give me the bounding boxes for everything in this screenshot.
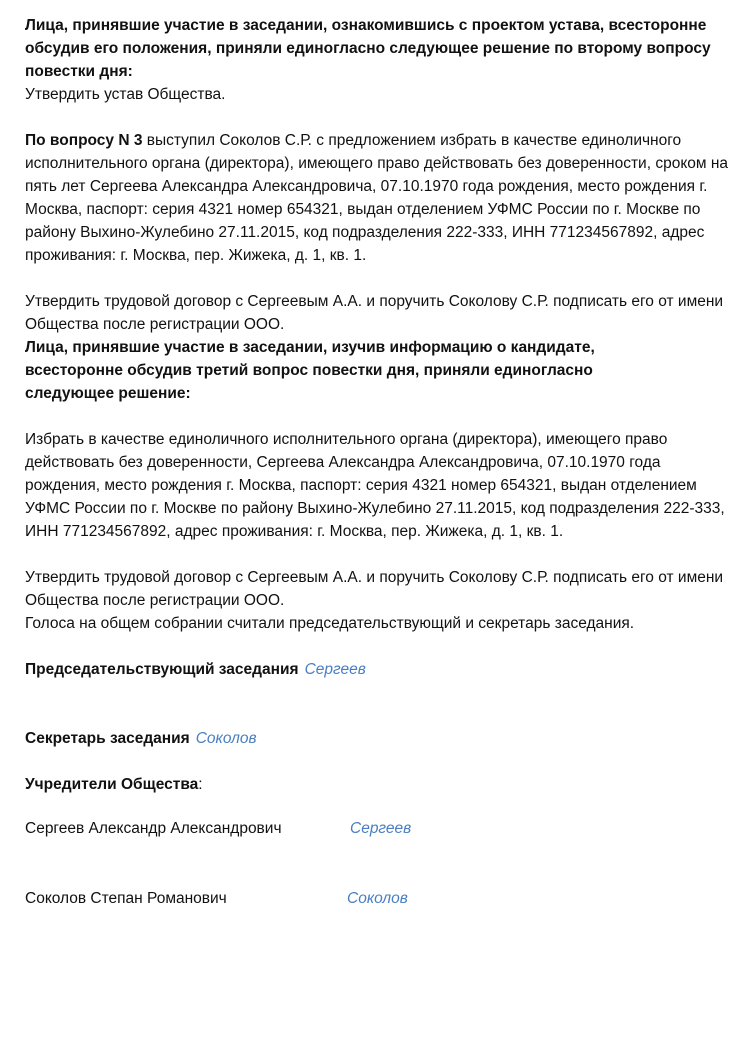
founder-row — [25, 817, 743, 840]
founder-name: Сергеев Александр Александрович — [25, 820, 282, 837]
spacer — [25, 267, 743, 290]
question3-decision-heading: Лица, принявшие участие в заседании, изучив информацию о кандидате, всесторонне обсудив третий вопрос повестки дня, приняли единогласно следующее решение: — [25, 339, 595, 402]
secretary-signature-line — [25, 727, 743, 750]
question3-decision-elect: Избрать в качестве единоличного исполнительного органа (директора), имеющего право действовать без доверенности, Сергеева Александра Александровича, 07.10.1970 года рождения, место рождения г. Москва, паспорт: серия 4321 номер 654321, выдан отделением УФМС России по г. Москве по району Выхино-Жулебино 27.11.2015, код подразделения 222-333, ИНН 771234567892, адрес проживания: г. Москва, пер. Жижека, д. 1, кв. 1. — [25, 431, 725, 540]
secretary-label: Секретарь заседания — [25, 730, 190, 747]
founder-row — [25, 887, 743, 910]
spacer — [25, 840, 743, 887]
question3-lead: По вопросу N 3 — [25, 132, 143, 149]
spacer — [25, 405, 743, 428]
question3-paragraph — [25, 129, 730, 267]
founder-signature: Сергеев — [350, 820, 412, 837]
spacer — [25, 543, 743, 566]
question2-decision-text: Утвердить устав Общества. — [25, 86, 226, 103]
chair-label: Председательствующий заседания — [25, 661, 299, 678]
spacer — [25, 750, 743, 773]
spacer — [25, 635, 743, 658]
founders-heading — [25, 773, 743, 796]
document-page — [25, 14, 743, 910]
founder-name: Соколов Степан Романович — [25, 890, 227, 907]
spacer — [25, 796, 743, 817]
founder-signature: Соколов — [347, 890, 408, 907]
question3-proposal-contract: Утвердить трудовой договор с Сергеевым А.А. и поручить Соколову С.Р. подписать его от имени Общества после регистрации ООО. — [25, 293, 724, 333]
question3-decision-contract: Утвердить трудовой договор с Сергеевым А.А. и поручить Соколову С.Р. подписать его от имени Общества после регистрации ООО. — [25, 569, 724, 609]
founders-label: Учредители Общества — [25, 776, 199, 793]
spacer — [25, 681, 743, 727]
question3-text: выступил Соколов С.Р. с предложением избрать в качестве единоличного исполнительного органа (директора), имеющего право действовать без доверенности, сроком на пять лет Сергеева Александра Александровича, 07.10.1970 года рождения, место рождения г. Москва, паспорт: серия 4321 номер 654321, выдан отделением УФМС России по г. Москве по району Выхино-Жулебино 27.11.2015, код подразделения 222-333, ИНН 771234567892, адрес проживания: г. Москва, пер. Жижека, д. 1, кв. 1. — [25, 132, 729, 264]
secretary-signature: Соколов — [195, 730, 257, 747]
chair-signature-line — [25, 658, 743, 681]
chair-signature: Сергеев — [304, 661, 366, 678]
founders-colon: : — [198, 776, 203, 793]
spacer — [25, 106, 743, 129]
votes-counted-text: Голоса на общем собрании считали председательствующий и секретарь заседания. — [25, 615, 635, 632]
question2-decision-heading: Лица, принявшие участие в заседании, ознакомившись с проектом устава, всесторонне обсудив его положения, приняли единогласно следующее решение по второму вопросу повестки дня: — [25, 17, 711, 80]
